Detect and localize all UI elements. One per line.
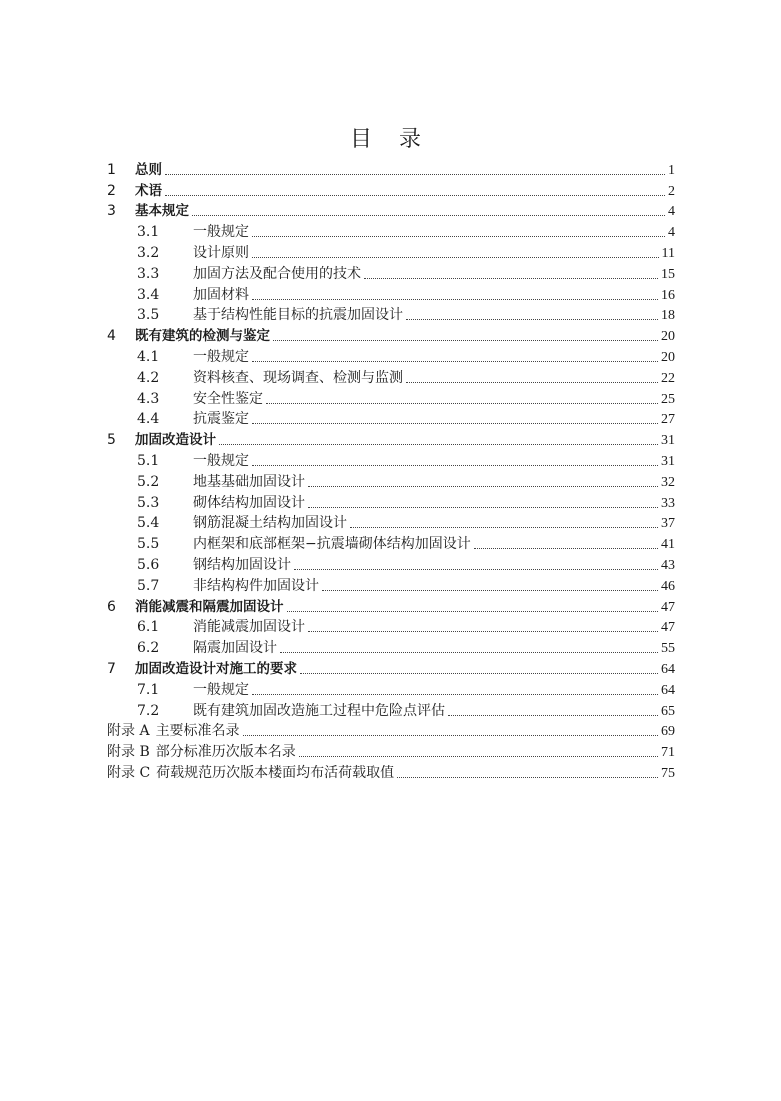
toc-entry-number: 3.4	[137, 286, 160, 303]
toc-entry-number: 3.2	[137, 244, 160, 261]
toc-entry-number: 6	[107, 598, 116, 615]
toc-entry-page: 55	[661, 641, 675, 657]
toc-entry-label: 部分标准历次版本名录	[155, 744, 296, 761]
toc-entry-number: 6.1	[137, 619, 160, 636]
toc-entry-label: 消能减震和隔震加固设计	[135, 598, 284, 615]
toc-entry-label: 资料核查、现场调查、检测与监测	[193, 369, 403, 386]
toc-entry-page: 71	[661, 745, 675, 761]
toc-entry-label: 隔震加固设计	[193, 640, 277, 657]
toc-entry-label: 抗震鉴定	[193, 411, 249, 428]
toc-dot-leader	[364, 278, 658, 279]
toc-entry-label: 加固改造设计对施工的要求	[135, 660, 297, 677]
toc-chapter-entry[interactable]	[107, 179, 675, 200]
toc-entry-number: 3	[107, 203, 116, 220]
toc-entry-number: 5.3	[137, 494, 160, 511]
toc-entry-label: 钢筋混凝土结构加固设计	[193, 515, 347, 532]
toc-entry-number: 5	[107, 432, 116, 449]
toc-dot-leader	[252, 465, 658, 466]
toc-entry-label: 总则	[135, 161, 162, 178]
toc-entry-page: 20	[661, 349, 675, 365]
toc-section-entry[interactable]	[107, 636, 675, 657]
toc-entry-page: 11	[661, 245, 675, 261]
toc-dot-leader	[287, 611, 659, 612]
toc-entry-page: 64	[661, 661, 675, 677]
toc-dot-leader	[308, 507, 658, 508]
toc-entry-number: 附录 A	[107, 723, 150, 740]
toc-section-entry[interactable]	[107, 262, 675, 283]
toc-entry-page: 16	[661, 287, 675, 303]
toc-dot-leader	[322, 590, 658, 591]
toc-dot-leader	[397, 777, 658, 778]
toc-entry-page: 4	[668, 225, 675, 241]
toc-dot-leader	[299, 756, 658, 757]
toc-dot-leader	[243, 735, 658, 736]
toc-section-entry[interactable]	[107, 366, 675, 387]
toc-entry-label: 一般规定	[193, 348, 249, 365]
toc-entry-label: 一般规定	[193, 224, 249, 241]
toc-entry-page: 31	[661, 453, 675, 469]
toc-section-entry[interactable]	[107, 220, 675, 241]
toc-entry-number: 5.2	[137, 473, 160, 490]
toc-entry-number: 5.1	[137, 452, 160, 469]
toc-dot-leader	[165, 174, 665, 175]
toc-entry-label: 安全性鉴定	[193, 390, 263, 407]
toc-dot-leader	[266, 403, 658, 404]
toc-entry-number: 3.3	[137, 265, 160, 282]
table-of-contents	[107, 158, 675, 782]
toc-dot-leader	[192, 215, 665, 216]
toc-entry-number: 4.1	[137, 348, 160, 365]
toc-entry-page: 2	[668, 183, 675, 199]
toc-entry-label: 加固材料	[193, 286, 249, 303]
toc-entry-page: 37	[661, 516, 675, 532]
toc-entry-number: 附录 C	[107, 764, 151, 781]
toc-section-entry[interactable]	[107, 553, 675, 574]
toc-entry-number: 5.5	[137, 536, 160, 553]
toc-entry-number: 7	[107, 660, 116, 677]
toc-section-entry[interactable]	[107, 699, 675, 720]
toc-entry-label: 既有建筑加固改造施工过程中危险点评估	[193, 702, 445, 719]
toc-entry-page: 15	[661, 266, 675, 282]
toc-entry-page: 22	[661, 370, 675, 386]
toc-entry-page: 1	[668, 162, 675, 178]
toc-dot-leader	[252, 423, 658, 424]
toc-entry-label: 设计原则	[193, 244, 249, 261]
toc-entry-page: 20	[661, 329, 675, 345]
toc-section-entry[interactable]	[107, 678, 675, 699]
toc-entry-number: 附录 B	[107, 744, 150, 761]
toc-chapter-entry[interactable]	[107, 324, 675, 345]
toc-entry-page: 47	[661, 620, 675, 636]
toc-entry-label: 一般规定	[193, 681, 249, 698]
toc-entry-page: 33	[661, 495, 675, 511]
toc-entry-page: 32	[661, 474, 675, 490]
toc-dot-leader	[406, 319, 658, 320]
toc-entry-number: 3.5	[137, 307, 160, 324]
toc-entry-number: 5.6	[137, 556, 160, 573]
toc-entry-page: 75	[661, 765, 675, 781]
toc-section-entry[interactable]	[107, 491, 675, 512]
toc-entry-page: 65	[661, 703, 675, 719]
toc-dot-leader	[294, 569, 658, 570]
toc-entry-label: 内框架和底部框架−抗震墙砌体结构加固设计	[193, 536, 471, 553]
toc-entry-page: 64	[661, 682, 675, 698]
toc-entry-number: 6.2	[137, 640, 160, 657]
toc-entry-page: 69	[661, 724, 675, 740]
toc-section-entry[interactable]	[107, 470, 675, 491]
toc-entry-number: 7.2	[137, 702, 160, 719]
toc-entry-label: 基于结构性能目标的抗震加固设计	[193, 307, 403, 324]
toc-entry-number: 4.3	[137, 390, 160, 407]
toc-entry-label: 加固方法及配合使用的技术	[193, 265, 361, 282]
toc-section-entry[interactable]	[107, 449, 675, 470]
toc-dot-leader	[406, 382, 658, 383]
toc-dot-leader	[252, 694, 658, 695]
toc-entry-label: 既有建筑的检测与鉴定	[135, 328, 270, 345]
toc-dot-leader	[273, 340, 658, 341]
toc-entry-number: 5.4	[137, 515, 160, 532]
toc-entry-label: 非结构构件加固设计	[193, 577, 319, 594]
toc-entry-number: 4	[107, 328, 116, 345]
toc-appendix-entry[interactable]	[107, 720, 675, 741]
toc-section-entry[interactable]	[107, 283, 675, 304]
toc-entry-number: 4.4	[137, 411, 160, 428]
toc-dot-leader	[350, 527, 658, 528]
page-title: 目 录	[350, 127, 431, 152]
toc-appendix-entry[interactable]	[107, 761, 675, 782]
toc-dot-leader	[448, 715, 658, 716]
toc-section-entry[interactable]	[107, 241, 675, 262]
toc-entry-page: 18	[661, 308, 675, 324]
toc-entry-label: 地基基础加固设计	[193, 473, 305, 490]
toc-chapter-entry[interactable]	[107, 595, 675, 616]
toc-entry-label: 钢结构加固设计	[193, 556, 291, 573]
toc-section-entry[interactable]	[107, 532, 675, 553]
toc-dot-leader	[252, 299, 658, 300]
toc-appendix-entry[interactable]	[107, 740, 675, 761]
toc-section-entry[interactable]	[107, 387, 675, 408]
toc-dot-leader	[252, 257, 659, 258]
toc-dot-leader	[252, 236, 665, 237]
toc-entry-page: 47	[661, 599, 675, 615]
toc-dot-leader	[165, 195, 665, 196]
toc-chapter-entry[interactable]	[107, 200, 675, 221]
toc-dot-leader	[308, 631, 658, 632]
toc-entry-page: 4	[668, 204, 675, 220]
toc-entry-page: 41	[661, 537, 675, 553]
toc-entry-number: 2	[107, 182, 116, 199]
toc-entry-label: 术语	[135, 182, 162, 199]
toc-section-entry[interactable]	[107, 616, 675, 637]
toc-entry-label: 加固改造设计	[135, 432, 216, 449]
toc-entry-page: 25	[661, 391, 675, 407]
toc-section-entry[interactable]	[107, 512, 675, 533]
toc-section-entry[interactable]	[107, 304, 675, 325]
toc-section-entry[interactable]	[107, 574, 675, 595]
toc-dot-leader	[300, 673, 658, 674]
toc-section-entry[interactable]	[107, 345, 675, 366]
toc-entry-number: 7.1	[137, 681, 160, 698]
toc-entry-page: 46	[661, 578, 675, 594]
toc-entry-label: 荷载规范历次版本楼面均布活荷载取值	[156, 764, 395, 781]
toc-entry-page: 43	[661, 557, 675, 573]
toc-entry-number: 5.7	[137, 577, 160, 594]
toc-dot-leader	[474, 548, 658, 549]
toc-entry-number: 3.1	[137, 224, 160, 241]
toc-section-entry[interactable]	[107, 408, 675, 429]
toc-chapter-entry[interactable]	[107, 657, 675, 678]
toc-chapter-entry[interactable]	[107, 158, 675, 179]
toc-entry-number: 4.2	[137, 369, 160, 386]
toc-dot-leader	[280, 652, 658, 653]
toc-dot-leader	[219, 444, 658, 445]
toc-entry-number: 1	[107, 161, 116, 178]
toc-entry-label: 主要标准名录	[155, 723, 240, 740]
toc-chapter-entry[interactable]	[107, 428, 675, 449]
toc-entry-label: 一般规定	[193, 452, 249, 469]
toc-entry-label: 砌体结构加固设计	[193, 494, 305, 511]
toc-dot-leader	[252, 361, 658, 362]
toc-entry-page: 31	[661, 433, 675, 449]
toc-dot-leader	[308, 486, 658, 487]
toc-entry-label: 消能减震加固设计	[193, 619, 305, 636]
toc-entry-label: 基本规定	[135, 203, 189, 220]
toc-entry-page: 27	[661, 412, 675, 428]
